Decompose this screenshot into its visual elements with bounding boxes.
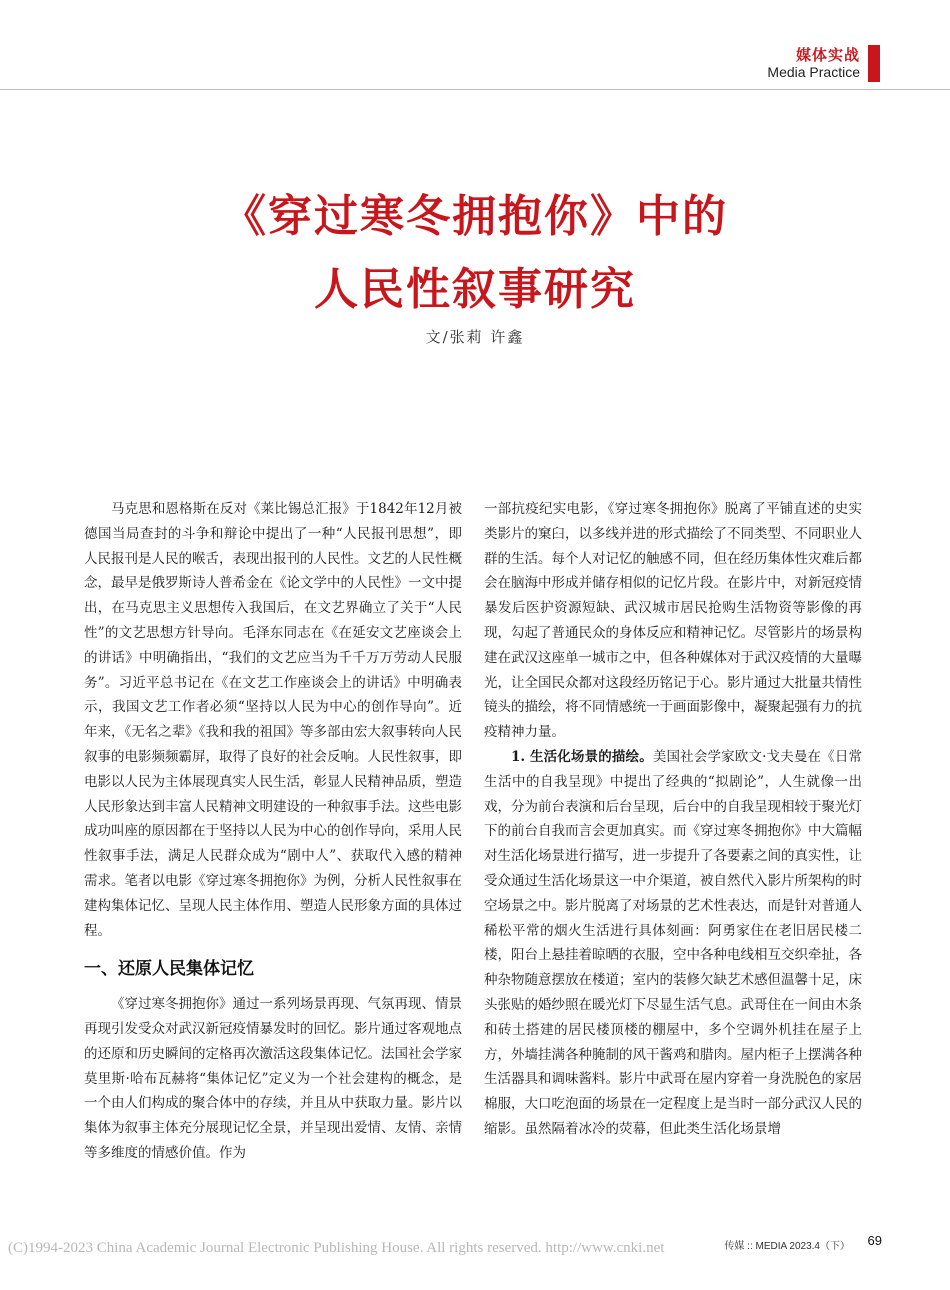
right-column [484,497,862,1142]
header-divider [0,89,950,90]
copyright-watermark: (C)1994-2023 China Academic Journal Electronic Publishing House. All rights reserved. http://www.cnki.net [8,1240,665,1256]
section-label-zh: 媒体实战 [795,46,860,64]
page-number: 69 [867,1233,882,1248]
section-heading-1: 一、还原人民集体记忆 [84,959,254,980]
journal-footer: 传媒 :: MEDIA 2023.4（下） [724,1241,850,1252]
subsection-heading: 1. 生活化场景的描绘。 [511,748,653,765]
left-column [84,497,462,1166]
body-paragraph: 《穿过寒冬拥抱你》通过一系列场景再现、气氛再现、情景再现引发受众对武汉新冠疫情暴发时的回忆。影片通过客观地点的还原和历史瞬间的定格再次激活这段集体记忆。法国社会学家莫里斯·哈布瓦赫将“集体记忆”定义为一个社会建构的概念，是一个由人们构成的聚合体中的存续，并且从中获取力量。影片以集体为叙事主体充分展现记忆全景，并呈现出爱情、友情、亲情等多维度的情感价值。作为 [84,996,462,1161]
author-byline: 文/张莉 许鑫 [425,328,525,346]
article-title-line-1: 《穿过寒冬拥抱你》中的 [222,191,728,242]
article-title-line-2: 人民性叙事研究 [314,264,636,315]
subsection-text: 美国社会学家欧文·戈夫曼在《日常生活中的自我呈现》中提出了经典的“拟剧论”，人生就像一出戏，分为前台表演和后台呈现，后台中的自我呈现相较于聚光灯下的前台自我而言会更加真实。而《穿过寒冬拥抱你》中大篇幅对生活化场景进行描写，进一步提升了各要素之间的真实性，让受众通过生活化场景这一中介渠道，被自然代入影片所架构的时空场景之中。影片脱离了对场景的艺术性表达，而是针对普通人稀松平常的烟火生活进行具体刻画：阿勇家住在老旧居民楼二楼，阳台上悬挂着晾晒的衣服，空中各种电线相互交织牵扯，各种杂物随意摆放在楼道；室内的装修欠缺艺术感但温馨十足，床头张贴的婚纱照在暖光灯下尽显生活气息。武哥住在一间由木条和砖土搭建的居民楼顶楼的棚屋中，多个空调外机挂在屋子上方，外墙挂满各种腌制的风干酱鸡和腊肉。屋内柜子上摆满各种生活器具和调味酱料。影片中武哥在屋内穿着一身洗脱色的家居棉服，大口吃泡面的场景在一定程度上是当时一部分武汉人民的缩影。虽然隔着冰冷的荧幕，但此类生活化场景增 [484,748,862,1137]
body-paragraph [484,745,862,1142]
section-label-en: Media Practice [767,64,860,80]
intro-paragraph: 马克思和恩格斯在反对《莱比锡总汇报》于1842年12月被德国当局查封的斗争和辩论中提出了一种“人民报刊思想”，即人民报刊是人民的喉舌，表现出报刊的人民性。文艺的人民性概念，最早是俄罗斯诗人普希金在《论文学中的人民性》一文中提出，在马克思主义思想传入我国后，在文艺界确立了关于“人民性”的文艺思想方针导向。毛泽东同志在《在延安文艺座谈会上的讲话》中明确指出，“我们的文艺应当为千千万万劳动人民服务”。习近平总书记在《在文艺工作座谈会上的讲话》中明确表示，我国文艺工作者必须“坚持以人民为中心的创作导向”。近年来，《无名之辈》《我和我的祖国》等多部由宏大叙事转向人民叙事的电影频频霸屏，取得了良好的社会反响。人民性叙事，即电影以人民为主体展现真实人民生活，彰显人民精神品质，塑造人民形象达到丰富人民精神文明建设的一种叙事手法。这些电影成功叫座的原因都在于坚持以人民为中心的创作导向，采用人民性叙事手法，满足人民群众成为“剧中人”、获取代入感的精神需求。笔者以电影《穿过寒冬拥抱你》为例，分析人民性叙事在建构集体记忆、呈现人民主体作用、塑造人民形象方面的具体过程。 [84,501,462,939]
section-color-block [868,45,880,82]
body-paragraph-continued: 一部抗疫纪实电影，《穿过寒冬拥抱你》脱离了平铺直述的史实类影片的窠臼，以多线并进的形式描绘了不同类型、不同职业人群的生活。每个人对记忆的触感不同，但在经历集体性灾难后都会在脑海中形成并储存相似的记忆片段。在影片中，对新冠疫情暴发后医护资源短缺、武汉城市居民抢购生活物资等影像的再现，勾起了普通民众的身体反应和精神记忆。尽管影片的场景构建在武汉这座单一城市之中，但各种媒体对于武汉疫情的大量曝光，让全国民众都对这段经历铭记于心。影片通过大批量共情性镜头的描绘，将不同情感统一于画面影像中，凝聚起强有力的抗疫精神力量。 [484,501,862,741]
